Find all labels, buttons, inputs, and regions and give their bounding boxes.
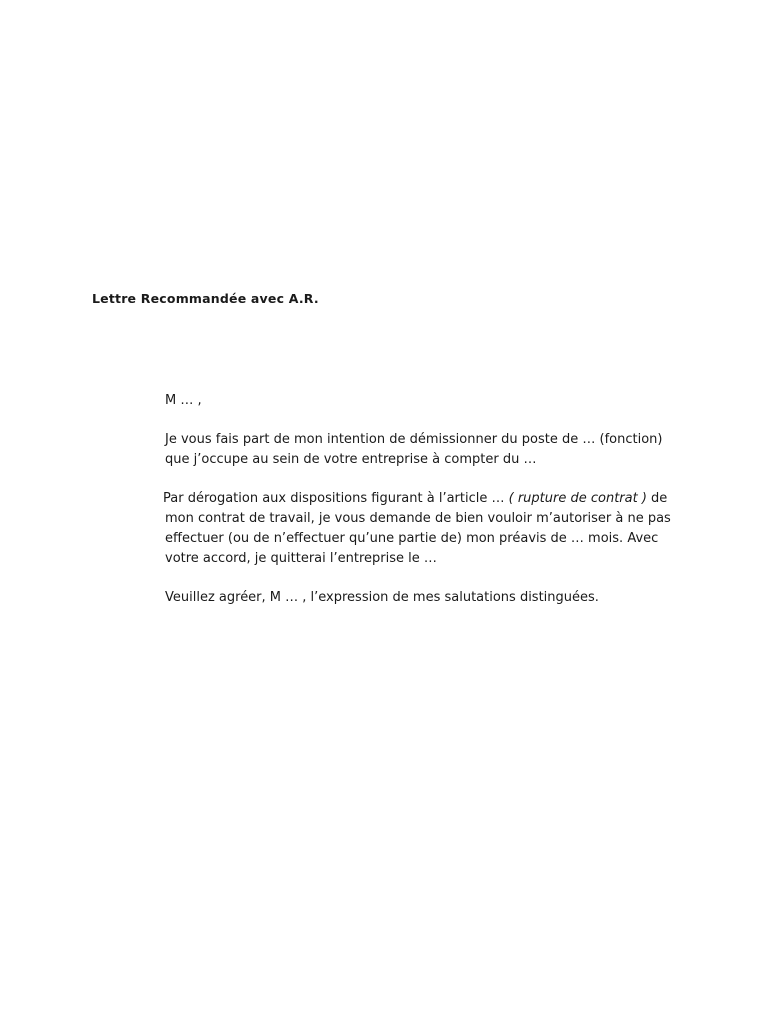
- paragraph-derogation-line: mon contrat de travail, je vous demande de bien vouloir m’autoriser à ne pas: [165, 511, 671, 526]
- letter-heading: Lettre Recommandée avec A.R.: [92, 291, 319, 306]
- paragraph-intention-line: que j’occupe au sein de votre entreprise à compter du …: [165, 452, 537, 467]
- salutation-text: M … ,: [165, 393, 202, 408]
- derogation-text-end: de: [646, 491, 668, 506]
- closing-formula: [165, 588, 685, 608]
- closing-text: Veuillez agréer, M … , l’expression de mes salutations distinguées.: [165, 590, 599, 605]
- paragraph-derogation-line: votre accord, je quitterai l’entreprise le …: [165, 551, 437, 566]
- paragraph-intention: [165, 430, 685, 470]
- salutation: [165, 391, 685, 411]
- paragraph-derogation-line: [163, 489, 685, 509]
- paragraph-derogation-line: effectuer (ou de n’effectuer qu’une partie de) mon préavis de … mois. Avec: [165, 531, 659, 546]
- paragraph-derogation: [165, 489, 685, 569]
- paragraph-intention-line: Je vous fais part de mon intention de démissionner du poste de … (fonction): [165, 432, 663, 447]
- derogation-text-start: Par dérogation aux dispositions figurant à l’article …: [163, 491, 509, 506]
- letter-body: [165, 391, 685, 627]
- derogation-italic-note: ( rupture de contrat ): [508, 491, 647, 506]
